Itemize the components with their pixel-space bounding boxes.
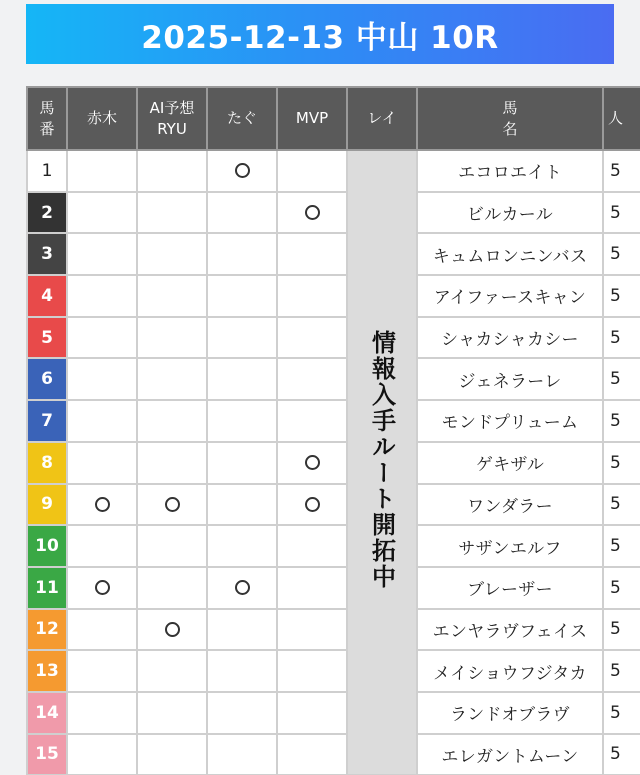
- horse-number: 4: [27, 275, 67, 317]
- table-row: [27, 484, 640, 526]
- horse-number: 13: [27, 650, 67, 692]
- mark-cell-tagu: [207, 150, 277, 192]
- circle-mark-icon: [165, 622, 180, 637]
- header-horse-name: 馬 名: [417, 87, 603, 150]
- cut-column-value: 5: [603, 525, 640, 567]
- table-row: [27, 317, 640, 359]
- mark-cell-mvp: [277, 192, 347, 234]
- prediction-table: [26, 86, 640, 775]
- mark-cell-akagi: [67, 317, 137, 359]
- mark-cell-akagi: [67, 567, 137, 609]
- mark-cell-ai: [137, 233, 207, 275]
- table-row: [27, 525, 640, 567]
- mark-cell-mvp: [277, 650, 347, 692]
- header-rei: レイ: [347, 87, 417, 150]
- mark-cell-akagi: [67, 484, 137, 526]
- mark-cell-mvp: [277, 442, 347, 484]
- cut-column-value: 5: [603, 358, 640, 400]
- mark-cell-ai: [137, 150, 207, 192]
- mark-cell-tagu: [207, 192, 277, 234]
- mark-cell-mvp: [277, 567, 347, 609]
- mark-cell-akagi: [67, 650, 137, 692]
- circle-mark-icon: [165, 497, 180, 512]
- mark-cell-tagu: [207, 442, 277, 484]
- mark-cell-akagi: [67, 150, 137, 192]
- cut-column-value: 5: [603, 400, 640, 442]
- circle-mark-icon: [305, 205, 320, 220]
- mark-cell-mvp: [277, 734, 347, 775]
- horse-number: 8: [27, 442, 67, 484]
- horse-number: 10: [27, 525, 67, 567]
- header-ai-ryu: AI予想 RYU: [137, 87, 207, 150]
- mark-cell-ai: [137, 192, 207, 234]
- horse-name: ビルカール: [417, 192, 603, 234]
- mark-cell-tagu: [207, 609, 277, 651]
- mark-cell-mvp: [277, 692, 347, 734]
- cut-column-value: 5: [603, 192, 640, 234]
- mark-cell-tagu: [207, 233, 277, 275]
- horse-number: 3: [27, 233, 67, 275]
- circle-mark-icon: [235, 163, 250, 178]
- header-tagu: たぐ: [207, 87, 277, 150]
- header-number: 馬 番: [27, 87, 67, 150]
- circle-mark-icon: [235, 580, 250, 595]
- horse-number: 7: [27, 400, 67, 442]
- mark-cell-tagu: [207, 358, 277, 400]
- mark-cell-akagi: [67, 734, 137, 775]
- mark-cell-mvp: [277, 275, 347, 317]
- circle-mark-icon: [305, 455, 320, 470]
- table-row: [27, 567, 640, 609]
- mark-cell-mvp: [277, 358, 347, 400]
- cut-column-value: 5: [603, 567, 640, 609]
- horse-name: メイショウフジタカ: [417, 650, 603, 692]
- mark-cell-ai: [137, 484, 207, 526]
- cut-column-value: 5: [603, 275, 640, 317]
- horse-number: 2: [27, 192, 67, 234]
- horse-name: エンヤラヴフェイス: [417, 609, 603, 651]
- table-header-row: [27, 87, 640, 150]
- mark-cell-mvp: [277, 525, 347, 567]
- mark-cell-tagu: [207, 692, 277, 734]
- mark-cell-mvp: [277, 317, 347, 359]
- mark-cell-akagi: [67, 525, 137, 567]
- mark-cell-akagi: [67, 400, 137, 442]
- horse-number: 6: [27, 358, 67, 400]
- mark-cell-tagu: [207, 317, 277, 359]
- cut-column-value: 5: [603, 442, 640, 484]
- mark-cell-tagu: [207, 275, 277, 317]
- mark-cell-ai: [137, 525, 207, 567]
- cut-column-value: 5: [603, 734, 640, 775]
- mark-cell-ai: [137, 442, 207, 484]
- horse-number: 12: [27, 609, 67, 651]
- mark-cell-tagu: [207, 484, 277, 526]
- horse-number: 9: [27, 484, 67, 526]
- horse-name: モンドプリューム: [417, 400, 603, 442]
- mark-cell-ai: [137, 609, 207, 651]
- cut-column-value: 5: [603, 484, 640, 526]
- table-row: [27, 650, 640, 692]
- cut-column-value: 5: [603, 150, 640, 192]
- mark-cell-ai: [137, 567, 207, 609]
- table-row: [27, 609, 640, 651]
- horse-name: シャカシャカシー: [417, 317, 603, 359]
- mark-cell-tagu: [207, 734, 277, 775]
- mark-cell-tagu: [207, 525, 277, 567]
- cut-column-value: 5: [603, 609, 640, 651]
- horse-number: 15: [27, 734, 67, 775]
- horse-number: 11: [27, 567, 67, 609]
- table-row: [27, 442, 640, 484]
- mark-cell-tagu: [207, 400, 277, 442]
- table-row: [27, 734, 640, 775]
- mark-cell-mvp: [277, 484, 347, 526]
- table-row: [27, 400, 640, 442]
- horse-name: ゲキザル: [417, 442, 603, 484]
- mark-cell-akagi: [67, 275, 137, 317]
- table-row: [27, 692, 640, 734]
- cut-column-value: 5: [603, 650, 640, 692]
- horse-name: ワンダラー: [417, 484, 603, 526]
- horse-name: ブレーザー: [417, 567, 603, 609]
- rei-note-text: 情報入手ルート開拓中: [367, 330, 396, 591]
- mark-cell-akagi: [67, 692, 137, 734]
- mark-cell-akagi: [67, 358, 137, 400]
- mark-cell-akagi: [67, 442, 137, 484]
- prediction-table-container[interactable]: [26, 86, 640, 775]
- mark-cell-akagi: [67, 192, 137, 234]
- mark-cell-tagu: [207, 567, 277, 609]
- horse-number: 14: [27, 692, 67, 734]
- race-title-banner: [26, 4, 614, 64]
- horse-number: 5: [27, 317, 67, 359]
- header-cut-column: 人: [603, 87, 640, 150]
- cut-column-value: 5: [603, 692, 640, 734]
- cut-column-value: 5: [603, 317, 640, 359]
- horse-name: ランドオブラヴ: [417, 692, 603, 734]
- mark-cell-mvp: [277, 233, 347, 275]
- horse-number: 1: [27, 150, 67, 192]
- circle-mark-icon: [305, 497, 320, 512]
- horse-name: エレガントムーン: [417, 734, 603, 775]
- mark-cell-ai: [137, 317, 207, 359]
- horse-name: サザンエルフ: [417, 525, 603, 567]
- mark-cell-akagi: [67, 609, 137, 651]
- horse-name: アイファースキャン: [417, 275, 603, 317]
- race-title: 2025-12-13 中山 10R: [141, 19, 499, 56]
- circle-mark-icon: [95, 497, 110, 512]
- table-row: [27, 150, 640, 192]
- table-row: [27, 192, 640, 234]
- horse-name: キュムロンニンバス: [417, 233, 603, 275]
- table-row: [27, 233, 640, 275]
- table-row: [27, 275, 640, 317]
- mark-cell-mvp: [277, 609, 347, 651]
- rei-column-note: [347, 150, 417, 775]
- mark-cell-tagu: [207, 650, 277, 692]
- horse-name: エコロエイト: [417, 150, 603, 192]
- mark-cell-mvp: [277, 150, 347, 192]
- mark-cell-ai: [137, 650, 207, 692]
- mark-cell-mvp: [277, 400, 347, 442]
- cut-column-value: 5: [603, 233, 640, 275]
- header-mvp: MVP: [277, 87, 347, 150]
- mark-cell-ai: [137, 692, 207, 734]
- circle-mark-icon: [95, 580, 110, 595]
- mark-cell-ai: [137, 734, 207, 775]
- mark-cell-ai: [137, 400, 207, 442]
- header-akagi: 赤木: [67, 87, 137, 150]
- horse-name: ジェネラーレ: [417, 358, 603, 400]
- mark-cell-ai: [137, 358, 207, 400]
- table-row: [27, 358, 640, 400]
- mark-cell-ai: [137, 275, 207, 317]
- mark-cell-akagi: [67, 233, 137, 275]
